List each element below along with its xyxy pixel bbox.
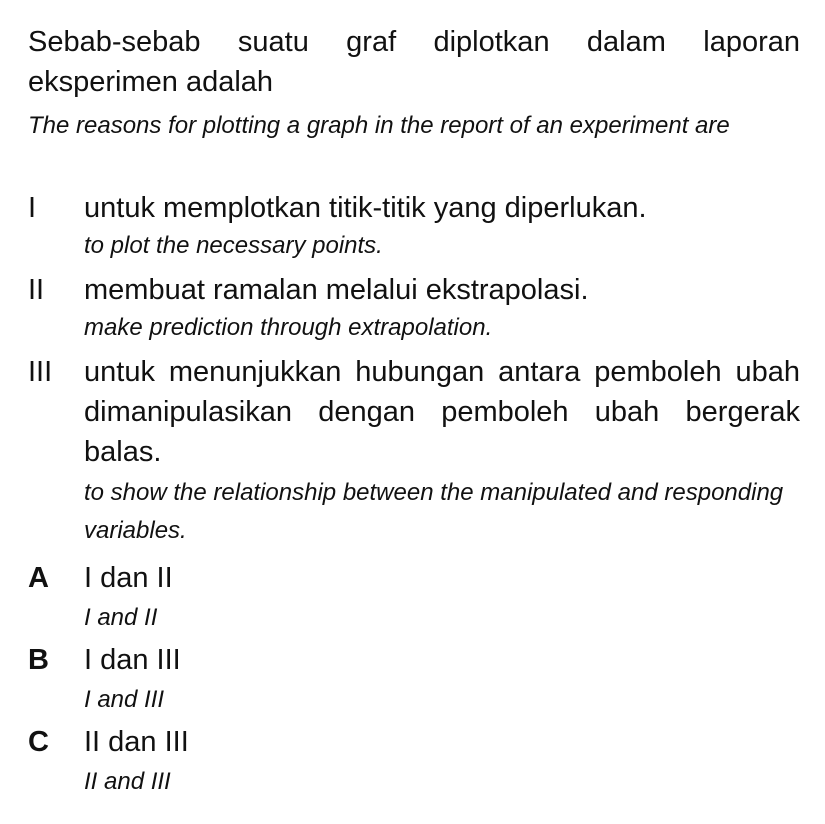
- option-text-english: II and III: [84, 768, 171, 795]
- statement-numeral: I: [28, 192, 37, 224]
- statement-text-malay: membuat ramalan melalui ekstrapolasi.: [84, 274, 589, 306]
- option-body: [84, 640, 800, 720]
- statement-text-malay: untuk menunjukkan hubungan antara pemboleh ubah dimanipulasikan dengan pemboleh ubah bergerak balas.: [84, 356, 800, 468]
- statement-body: [84, 270, 800, 346]
- statement-numeral: II: [28, 274, 45, 306]
- option-text-malay: I dan III: [84, 644, 181, 676]
- statement-text-malay: untuk memplotkan titik-titik yang diperlukan.: [84, 192, 647, 224]
- question-stem-english: The reasons for plotting a graph in the report of an experiment are: [28, 112, 730, 139]
- option-text-english: I and II: [84, 604, 158, 631]
- option-body: [84, 558, 800, 638]
- option-letter: A: [28, 562, 49, 594]
- statement-text-english: to plot the necessary points.: [84, 232, 383, 259]
- option-text-malay: I dan II: [84, 562, 173, 594]
- statement-body: [84, 352, 800, 550]
- option-body: [84, 722, 800, 802]
- statement-text-english: to show the relationship between the manipulated and responding variables.: [84, 479, 784, 544]
- option-letter: C: [28, 726, 49, 758]
- question-stem-malay: Sebab-sebab suatu graf diplotkan dalam laporan eksperimen adalah: [28, 26, 800, 98]
- option-text-english: I and III: [84, 686, 165, 713]
- statement-numeral: III: [28, 356, 53, 388]
- option-letter: B: [28, 644, 49, 676]
- statement-body: [84, 188, 800, 264]
- option-text-malay: II dan III: [84, 726, 189, 758]
- statement-text-english: make prediction through extrapolation.: [84, 314, 493, 341]
